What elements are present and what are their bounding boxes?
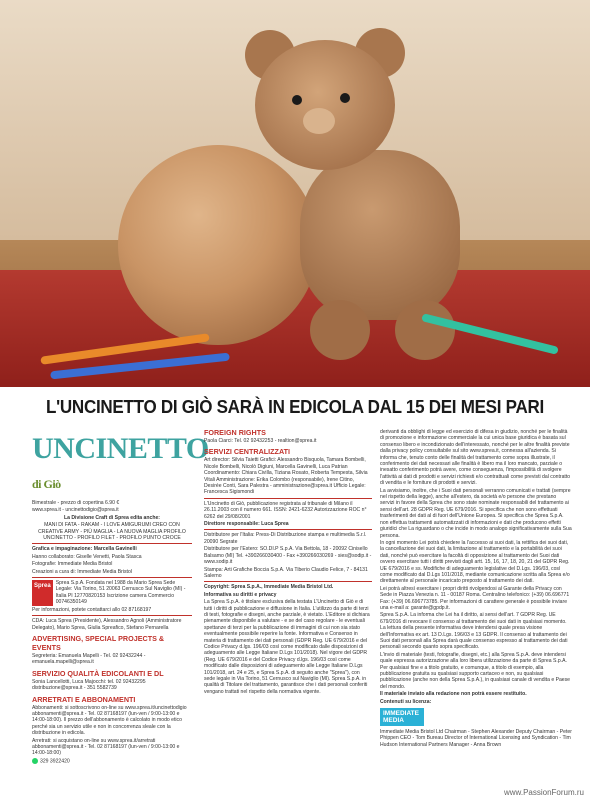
foreign-rights-text: Paola Ciarci: Tel. 02 92432253 - realtion@sprea.it bbox=[204, 438, 317, 444]
bear-muzzle bbox=[303, 108, 335, 134]
privacy-text-6: L'invio di materiale (testi, fotografie, disegni, etc.) alla Sprea S.p.A. deve intendersi quale espressa autorizzazione alla loro libera utilizzazione da parte di Sprea S.p.A. Per qualsiasi fine e a titolo gratuito, e comunque, a titolo di esempio, alla pubblicazione gratuita su qualsiasi supporto cartaceo e non, su qualsiasi pubblicazione (anche non della Sprea S.p.A.), in qualsiasi canale di vendita e Paese del mondo. bbox=[380, 651, 571, 690]
privacy-text-1: derivanti da obblighi di legge ed esercizio di difesa in giudizio, nonché per le finalità di promozione e informazione commerciale la cui unica base giuridica è basata sul consenso libero e incondizionato dell'interessato, nonché per le altre finalità previste dalla privacy policy consultabile sul sito www.sprea.it, connessa all'azienda. Si informa che, tenuto conto delle finalità del trattamento come sopra illustrate, il conferimento dei dati necessari alle finalità è libero ma il loro mancato, parziale o inesatto conferimento potrà avere, come conseguenza, l'impossibilità di svolgere l'attività ai dati di prodotti e servizi richiesti e/o contrattuali come previsti dal contratto di vendita e le forniture di prodotti e servizi. bbox=[380, 429, 571, 487]
division-title: La Divisione Craft di Sprea edita anche: bbox=[64, 514, 160, 521]
registration-text: L'Uncinetto di Giò, pubblicazione registrata al tribunale di Milano il 26.11.2003 con il numero 661. ISSN: 2421-6232 Autorizzazione ROC n° 6262 del 29/08/2001 bbox=[204, 500, 367, 520]
immediate-media-logo: IMMEDIATE MEDIA bbox=[380, 708, 424, 726]
quality-service-text: Sonia Lancellotti, Luca Majocchi: tel. 02 92432295 distribuzione@sprea.it - 351 5582739 bbox=[32, 678, 146, 692]
subscriptions-title: ARRETRATI E ABBONAMENTI bbox=[32, 694, 136, 704]
sprea-logo: Sprea bbox=[32, 580, 53, 606]
bear-eye-left bbox=[292, 95, 302, 105]
magazine-logo bbox=[32, 432, 209, 499]
yarn-ball bbox=[118, 145, 318, 345]
cover-photo bbox=[0, 0, 590, 387]
print-text: Stampa: Arti Grafiche Boccia S.p.A. Via Tiberio Claudio Felice, 7 - 84131 Salerno bbox=[204, 566, 368, 579]
bear-leg-right bbox=[395, 300, 455, 360]
headline: L'UNCINETTO DI GIÒ SARÀ IN EDICOLA DAL 15 DEI MESI PARI bbox=[46, 396, 544, 417]
privacy-title: Informativa su diritti e privacy bbox=[204, 591, 277, 598]
advertising-text: Segreteria: Emanuela Mapelli - Tel. 02 92432244 - emanuela.mapelli@sprea.it bbox=[32, 652, 146, 666]
bear-head bbox=[255, 40, 395, 170]
logo-main-text: UNCINETTO bbox=[32, 432, 209, 465]
bimestrale-text: Bimestrale - prezzo di copertina 6.90 € bbox=[32, 500, 120, 506]
divider bbox=[32, 577, 192, 578]
creations-credit: Creazioni a cura di: Immediate Media Bristol bbox=[32, 568, 132, 575]
bear-eye-right bbox=[340, 93, 350, 103]
subscriptions-text: Abbonamenti: si sottoscrivono on-line su www.sprea.it/uncinettodigio abbonamenti@sprea.it - Tel. 02 87168197 (lun-ven / 9:00-13:00 e 14:00-18:00). Il prezzo dell'abbonamento è calcolato in modo etico perché sia un servizio utile e non in concorrenza sleale con la distribuzione in edicola. bbox=[32, 704, 187, 737]
privacy-text-4: Lei potrà altresì esercitare i propri diritti rivolgendosi al Garante della Privacy con Sede in Piazza Venezia n. 11 - 00187 Roma. Centralino telefonico: (+39) 06.696771 Fax: (+39) 06.696773785. Per informazioni di carattere generale è possibile inviare una e-mail a: garante@gpdp.it. bbox=[380, 585, 570, 611]
whatsapp-icon bbox=[32, 758, 38, 764]
photos-credit: Fotografie: Immediate Media Bristol bbox=[32, 561, 113, 568]
collaborators-credit: Hanno collaborato: Giselle Venetti, Paola Stasca bbox=[32, 553, 142, 560]
bear-body bbox=[300, 150, 460, 320]
director-text: Direttore responsabile: Luca Sprea bbox=[204, 521, 289, 528]
logo-sub-text: di Giò bbox=[32, 477, 61, 491]
privacy-text-5: Sprea S.p.A. La informa che Lei ha il diritto, ai sensi dell'art. 7 GDPR Reg. UE 679/2016 di revocare il consenso al trattamento dei suoi dati in qualsiasi momento. La lettura della presente informativa deve intendersi quale presa visione dell'Informativa ex art. 13 D.Lgs. 196/03 e 13 GDPR. Il consenso al trattamento dei Suoi dati personali alla Sprea darà quale consenso espresso al trattamento dei dati personali secondo quanto sopra specificato. bbox=[380, 612, 568, 651]
immediate-media-list: Immediate Media Bristol Ltd Chairman - Stephen Alexander Deputy Chairman - Peter Phippen CEO - Tom Bureau Director of International Licensing and Syndication - Tim Hudson International Partners Manager - Anna Brown bbox=[380, 729, 572, 748]
distributor-italy: Distributore per l'Italia: Press-Di Distribuzione stampa e multimedia S.r.l. 20090 Segrate bbox=[204, 532, 367, 545]
copyright-text: Copyright: Sprea S.p.A., Immediate Media Bristol Ltd. bbox=[204, 584, 334, 591]
licensed-contents-title: Contenuti su licenza: bbox=[380, 698, 432, 705]
info-line: Per informazioni, potete contattarci allo 02 87168197 bbox=[32, 606, 152, 613]
grafica-credit: Grafica e impaginazione: Marcella Gavinelli bbox=[32, 546, 137, 553]
centralized-services-title: SERVIZI CENTRALIZZATI bbox=[204, 447, 290, 457]
division-list: MANI DI FATA - RAKAM - I LOVE AMIGURUMI CREO CON CREATIVE ARMY - PIÙ MAGLIA - LA NUOVA MAGLIA PROFILO UNCINETTO - PROFILO FILET - PROFILO PUNTO CROCE bbox=[38, 522, 186, 542]
distributor-abroad: Distributore per l'Estero: SO.DI.P S.p.A. Via Bettola, 18 - 20092 Cinisello Balsamo (MI) Tel. +390266030400 - Fax +390266030269 - sies@sodip.it - www.sodip.it bbox=[204, 546, 372, 566]
masthead-column-1 bbox=[32, 428, 209, 766]
back-issues-text: Arretrati: si acquistano on-line su www.sprea.it/arretrati abbonamenti@sprea.it - Tel. 02 87168197 (lun-ven / 9:00-13:00 e 14:00-18:00) bbox=[32, 737, 180, 757]
masthead-column-3 bbox=[380, 428, 572, 749]
advertising-title: ADVERTISING, SPECIAL PROJECTS & EVENTS bbox=[32, 633, 165, 652]
divider bbox=[204, 581, 372, 582]
sprea-block bbox=[32, 580, 192, 606]
quality-service-title: SERVIZIO QUALITÀ EDICOLANTI E DL bbox=[32, 668, 164, 678]
divider bbox=[204, 498, 372, 499]
privacy-text: La Sprea S.p.A. è titolare esclusiva della testata L'Uncinetto di Giò e di tutti i diritti di pubblicazione e diffusione in Italia. L'utilizzo da parte di terzi di testi, fotografie e disegni, anche parziale, è vietato. L'Editore si dichiara pienamente disponibile a valutare - e se del caso regolare - le eventuali spettanze di terzi per la pubblicazione di immagini di cui non sia stato eventualmente possibile reperire la fonte. Informativa e Consenso in materia di trattamento dei dati personali (GDPR Reg. UE 679/2016 e del Codice Privacy d.lgs. 196/03 così come modificato dalle disposizioni di adeguamento alle Legge Italiane D.Lgs 101/2018). Nel vigore del GDPR (Reg. UE 679/2016 e del Codice Privacy d.lgs. 196/03 così come modificato dalle disposizioni di adeguamento alle Legge Italiane D.Lgs 101/2018, art. 24 e 25, e Sprea S.p.A. di seguito anche "Sprea"), con sede legale in Via Torino, 51 Cernusco sul Naviglio (MI). Sprea S.p.A. in qualità di Titolare del trattamento, garantisce che i dati personali conferiti vengano trattati nel rispetto della normativa vigente. bbox=[204, 599, 370, 695]
divider bbox=[204, 529, 372, 530]
bear-leg-left bbox=[310, 300, 370, 360]
whatsapp-line bbox=[32, 758, 192, 765]
privacy-text-3: In ogni momento Lei potrà chiedere la l'accesso ai suoi dati, la rettifica dei suoi dati, la cancellazione dei suoi dati, la limitazione al trattamento e la portabilità dei suoi dati, nonché può esercitare la facoltà di opposizione al trattamento dei Suoi dati ovvero esercitare tutti i diritti previsti dagli artt. 15, 16, 17, 18, 20, 21 del GDPR Reg. UE 679/2016 e ss. Modifiche di adeguamento legislative del D.Lgs. 196/03, così come modificato dal D.Lgs 101/2018, mediante comunicazione scritta alla Sprea e/o direttamente al personale incaricato preposto al trattamento dei dati. bbox=[380, 539, 570, 585]
watermark: www.PassionForum.ru bbox=[503, 788, 584, 797]
divider bbox=[32, 615, 192, 616]
centralized-services-text: Art director: Silvia Taietti Grafici: Alessandro Bisquola, Tamara Bombelli, Nicole Bombelli, Nicolò Digiuni, Marcella Gavinelli, Luca Patrian Coordinamento: Chiara Civilla, Tiziana Rosato, Roberta Tempesta, Silvia Vitali Amministrazione: Erika Colombo (responsabile), Irene Citino, Desirée Conti, Sara Palestra - amministrazione@sprea.it Ufficio Legale: Francesca Sigismondi bbox=[204, 457, 368, 496]
whatsapp-number: 329 3922420 bbox=[40, 758, 70, 765]
privacy-text-2: La avvisiamo, inoltre, che i Suoi dati personali verranno comunicati e trattati (sempre nel rispetto della legge), anche all'estero, da società e/o persone che prestano servizi in favore della Sprea che sono state nominate responsabili del trattamento ai sensi dell'art. 28 GDPR Reg. UE 679/2016. Si specifica che non sono effettuati trasferimenti dei dati al di fuori dell'Unione Europea. Si specifica che Sprea S.p.A. non effettua trattamenti automatizzati di informazioni e dati che producono effetti giuridici che La riguardano o che incide in modo analogo significativamente sulla Sua persona. bbox=[380, 487, 572, 539]
masthead-column-2 bbox=[204, 428, 372, 696]
masthead-columns bbox=[0, 428, 590, 800]
sprea-info: Sprea S.p.A. Fondata nel 1988 da Mario Sprea Sede Legale: Via Torino, 51 20063 Cernusco Sul Naviglio (MI) - Italia PI 12770820153 Iscrizione camera Commercio 00746350149 bbox=[55, 580, 186, 606]
foreign-rights-title: FOREIGN RIGHTS bbox=[204, 428, 266, 437]
web-contacts: www.sprea.it - uncinettodigio@sprea.it bbox=[32, 507, 119, 514]
materials-note: Il materiale inviato alla redazione non potrà essere restituito. bbox=[380, 691, 527, 698]
divider bbox=[32, 543, 192, 544]
cda-text: CDA: Luca Sprea (Presidente), Alessandro Agnoli (Amministratore Delegato), Mario Sprea, Giulia Spreafico, Stefano Pernarella bbox=[32, 618, 182, 631]
